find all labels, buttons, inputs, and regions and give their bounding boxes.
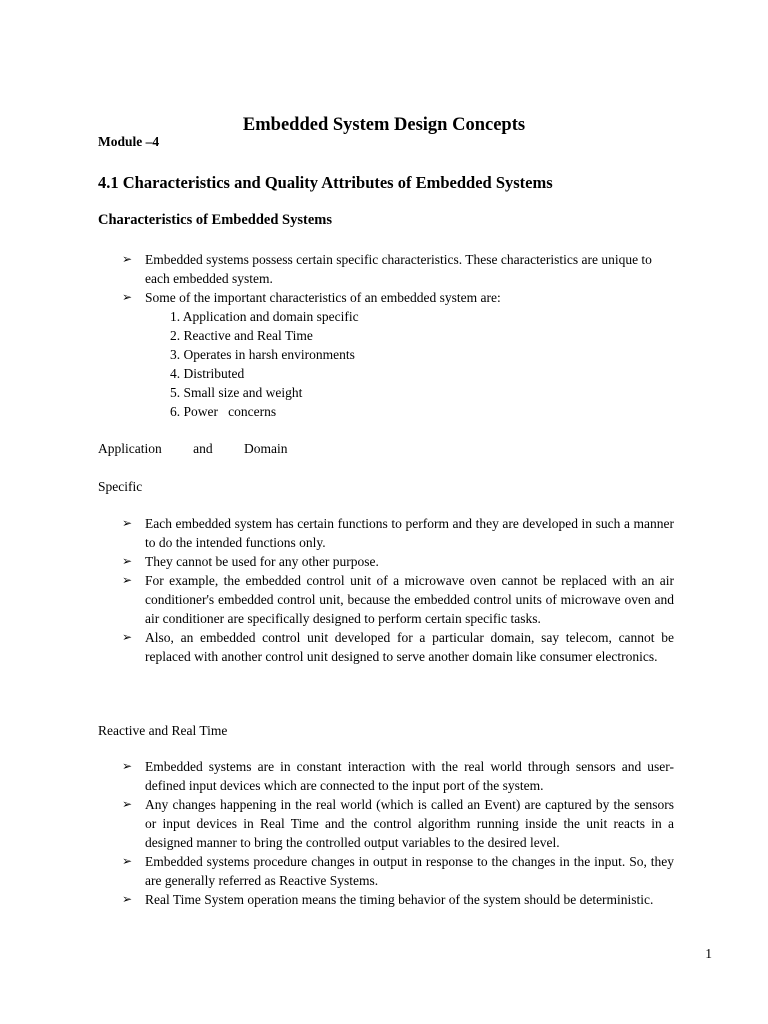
reactive-block: [122, 757, 674, 909]
list-item: [122, 852, 674, 890]
bullet-text: Some of the important characteristics of an embedded system are:: [145, 290, 501, 305]
numbered-item: 4. Distributed: [170, 366, 245, 381]
document-title: Embedded System Design Concepts: [242, 115, 526, 135]
list-item: [122, 795, 674, 852]
arrow-bullet-icon: ➢: [122, 892, 133, 906]
section-heading: 4.1 Characteristics and Quality Attributes of Embedded Systems: [98, 173, 553, 192]
bullet-text: Real Time System operation means the timing behavior of the system should be deterministic.: [145, 892, 654, 907]
numbered-item: 5. Small size and weight: [170, 385, 303, 400]
arrow-bullet-icon: ➢: [122, 290, 133, 304]
bullet-text: Any changes happening in the real world (which is called an Event) are captured by the sensors or input devices in Real Time and the control algorithm running inside the unit reacts in a designed manner to bring the controlled output variables to the desired level.: [145, 797, 674, 850]
list-item: [122, 552, 674, 571]
arrow-bullet-icon: ➢: [122, 854, 133, 868]
numbered-item: 1. Application and domain specific: [170, 309, 359, 324]
list-item: [122, 288, 674, 307]
arrow-bullet-icon: ➢: [122, 252, 133, 266]
list-item: [122, 514, 674, 552]
characteristics-list: [122, 307, 674, 421]
list-item: [122, 757, 674, 795]
app-domain-block: [122, 514, 674, 666]
arrow-bullet-icon: ➢: [122, 759, 133, 773]
arrow-bullet-icon: ➢: [122, 573, 133, 587]
sub-heading: Characteristics of Embedded Systems: [98, 212, 332, 228]
bullet-text: Embedded systems are in constant interaction with the real world through sensors and user-defined input devices which are connected to the input port of the system.: [145, 759, 674, 793]
bullet-text: Embedded systems possess certain specific characteristics. These characteristics are unique to each embedded system.: [145, 252, 652, 286]
arrow-bullet-icon: ➢: [122, 630, 133, 644]
heading-word: Application: [98, 441, 162, 456]
list-item: [122, 628, 674, 666]
list-item: [122, 890, 674, 909]
numbered-item: 6. Power concerns: [170, 404, 277, 419]
numbered-item: 2. Reactive and Real Time: [170, 328, 313, 343]
app-domain-heading-cont: Specific: [98, 479, 143, 494]
page-number: 1: [705, 946, 712, 961]
heading-word: and: [193, 441, 213, 456]
bullet-text: For example, the embedded control unit of a microwave oven cannot be replaced with an air conditioner's embedded control unit, because the embedded control units of microwave oven and air conditioner are specifically designed to perform certain specific tasks.: [145, 573, 674, 626]
bullet-text: They cannot be used for any other purpose.: [145, 554, 379, 569]
bullet-text: Each embedded system has certain functions to perform and they are developed in such a manner to do the intended functions only.: [145, 516, 674, 550]
module-label: Module –4: [98, 134, 160, 149]
arrow-bullet-icon: ➢: [122, 554, 133, 568]
reactive-heading: Reactive and Real Time: [98, 723, 228, 738]
bullet-text: Also, an embedded control unit developed for a particular domain, say telecom, cannot be replaced with another control unit designed to serve another domain like consumer electronics.: [145, 630, 674, 664]
app-domain-heading: [98, 439, 288, 458]
list-item: [122, 250, 674, 288]
arrow-bullet-icon: ➢: [122, 797, 133, 811]
bullet-text: Embedded systems procedure changes in output in response to the changes in the input. So, they are generally referred as Reactive Systems.: [145, 854, 674, 888]
intro-block: [122, 250, 674, 421]
list-item: [122, 571, 674, 628]
heading-word: Domain: [244, 441, 288, 456]
arrow-bullet-icon: ➢: [122, 516, 133, 530]
numbered-item: 3. Operates in harsh environments: [170, 347, 355, 362]
